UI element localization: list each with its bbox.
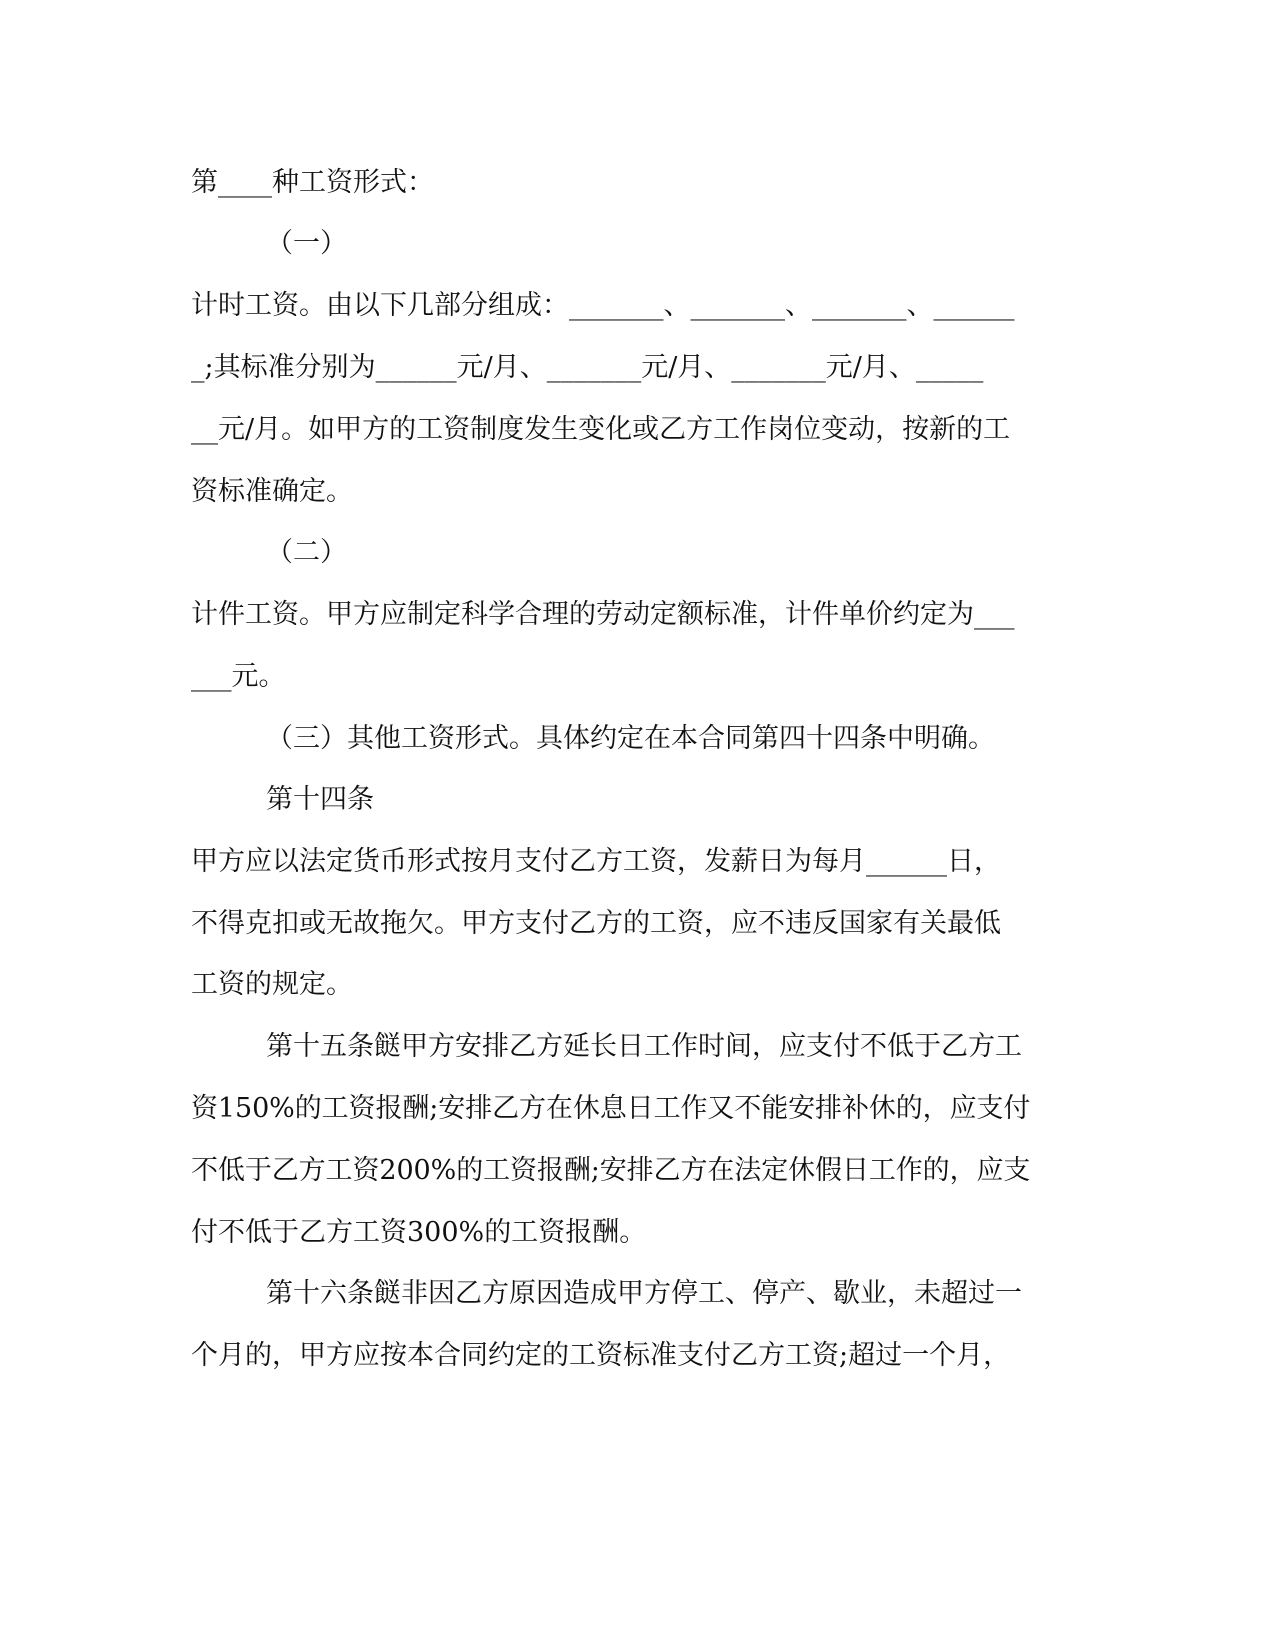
article-16-line-2: 个月的，甲方应按本合同约定的工资标准支付乙方工资;超过一个月， (191, 1340, 1011, 1371)
hourly-wage-line-4: 资标准确定。 (191, 476, 353, 507)
article-15-line-2: 资150%的工资报酬;安排乙方在休息日工作又不能安排补休的，应支付 (191, 1093, 1031, 1124)
hourly-wage-line-3: __元/月。如甲方的工资制度发生变化或乙方工作岗位变动，按新的工 (191, 414, 1011, 445)
article-15-line-4: 付不低于乙方工资300%的工资报酬。 (191, 1217, 647, 1248)
item-one-label: （一） (266, 228, 347, 259)
article-14-line-3: 工资的规定。 (191, 969, 353, 1000)
other-wage-form: （三）其他工资形式。具体约定在本合同第四十四条中明确。 (266, 723, 995, 754)
article-16-line-1: 第十六条餸非因乙方原因造成甲方停工、停产、歇业，未超过一 (266, 1278, 1022, 1309)
piece-wage-line-2: ___元。 (191, 661, 286, 692)
hourly-wage-line-1: 计时工资。由以下几部分组成：_______、_______、_______、______ (191, 290, 1015, 321)
article-14-line-1: 甲方应以法定货币形式按月支付乙方工资，发薪日为每月______日， (191, 846, 1001, 877)
item-two-label: （二） (266, 537, 347, 568)
article-15-line-1: 第十五条餸甲方安排乙方延长日工作时间，应支付不低于乙方工 (266, 1031, 1022, 1062)
article-14-line-2: 不得克扣或无故拖欠。甲方支付乙方的工资，应不违反国家有关最低 (191, 908, 1001, 939)
article-14-heading: 第十四条 (266, 784, 374, 815)
hourly-wage-line-2: _;其标准分别为______元/月、_______元/月、_______元/月、_____ (191, 352, 984, 383)
piece-wage-line-1: 计件工资。甲方应制定科学合理的劳动定额标准，计件单价约定为___ (191, 599, 1015, 630)
wage-form-heading: 第____种工资形式： (191, 167, 434, 198)
article-15-line-3: 不低于乙方工资200%的工资报酬;安排乙方在法定休假日工作的，应支 (191, 1155, 1031, 1186)
